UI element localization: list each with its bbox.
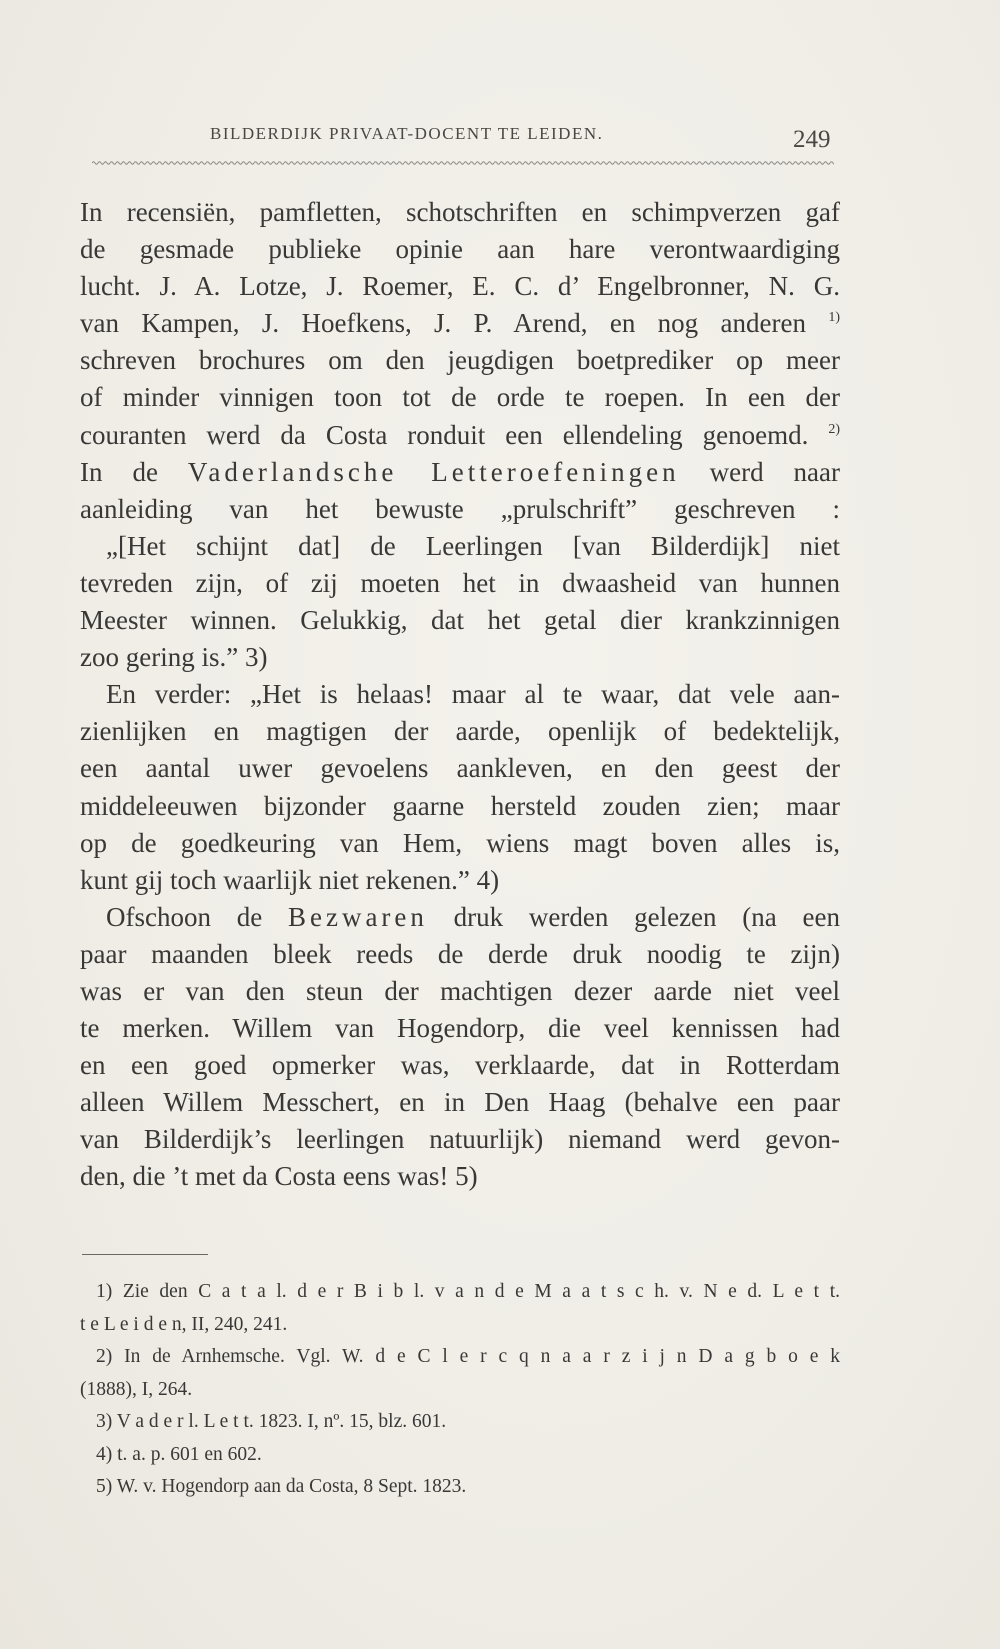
line-text: en een goed opmerker was, verklaarde, dat in Rotterdam xyxy=(80,1050,840,1081)
text-line xyxy=(80,1084,840,1121)
spaced-title: Vaderlandsche Letteroefeningen xyxy=(187,456,680,487)
line-text: couranten werd da Costa ronduit een ellendeling genoemd. xyxy=(80,419,809,450)
text-line xyxy=(80,491,840,528)
line-text: „[Het schijnt dat] de Leerlingen [van Bilderdijk] niet xyxy=(106,530,840,561)
text-line xyxy=(80,899,840,936)
footnote-line: (1888), I, 264. xyxy=(80,1378,193,1400)
text-line xyxy=(80,602,840,639)
text-line xyxy=(80,713,840,750)
text-line xyxy=(80,1047,840,1084)
line-text: In de xyxy=(80,456,158,487)
line-text: paar maanden bleek reeds de derde druk noodig te zijn) xyxy=(80,938,840,969)
footnote-rule xyxy=(82,1254,208,1255)
footnote-line: 4) t. a. p. 601 en 602. xyxy=(96,1443,262,1465)
line-text: tevreden zijn, of zij moeten het in dwaasheid van hunnen xyxy=(80,567,840,598)
footnotes xyxy=(80,1276,840,1504)
text-line xyxy=(80,639,840,676)
text-line xyxy=(80,862,840,899)
line-text: was er van den steun der machtigen dezer aarde niet veel xyxy=(80,975,840,1006)
footnote-marker: 2) xyxy=(828,421,841,437)
footnote-line: t e L e i d e n, II, 240, 241. xyxy=(80,1313,288,1335)
line-text: lucht. J. A. Lotze, J. Roemer, E. C. d’ Engelbronner, N. G. xyxy=(80,271,840,302)
text-line xyxy=(80,417,840,454)
page-number: 249 xyxy=(793,126,831,153)
text-line xyxy=(80,305,840,342)
line-text: Meester winnen. Gelukkig, dat het getal dier krankzinnigen xyxy=(80,605,840,636)
body-text xyxy=(80,194,840,1196)
line-text: van Bilderdijk’s leerlingen natuurlijk) niemand werd gevon- xyxy=(80,1124,840,1155)
text-line xyxy=(80,565,840,602)
line-text: zoo gering is.” 3) xyxy=(80,642,268,673)
line-text: te merken. Willem van Hogendorp, die veel kennissen had xyxy=(80,1013,840,1044)
text-line xyxy=(80,1158,840,1195)
footnote-line: 2) In de Arnhemsche. Vgl. W. d e C l e r c q n a a r z i j n D a g b o e k xyxy=(96,1346,840,1367)
footnote-line: 3) V a d e r l. L e t t. 1823. I, nº. 15, blz. 601. xyxy=(96,1411,447,1432)
line-text: op de goedkeuring van Hem, wiens magt boven alles is, xyxy=(80,827,840,858)
line-text: druk werden gelezen (na een xyxy=(453,901,840,932)
text-line xyxy=(80,973,840,1010)
footnote-marker: 1) xyxy=(828,310,841,326)
text-line xyxy=(80,194,840,231)
header-wavy-rule xyxy=(92,160,834,166)
line-text: van Kampen, J. Hoefkens, J. P. Arend, en nog anderen xyxy=(80,308,806,339)
text-line xyxy=(80,676,840,713)
line-text: de gesmade publieke opinie aan hare verontwaardiging xyxy=(80,234,840,265)
text-line xyxy=(80,268,840,305)
line-text: werd naar xyxy=(709,456,841,487)
text-line xyxy=(80,231,840,268)
line-text: middeleeuwen bijzonder gaarne hersteld zouden zien; maar xyxy=(80,790,840,821)
text-line xyxy=(80,454,840,491)
line-text: een aantal uwer gevoelens aankleven, en den geest der xyxy=(80,753,840,784)
text-line xyxy=(80,750,840,787)
text-line xyxy=(80,1010,840,1047)
running-title: BILDERDIJK PRIVAAT-DOCENT TE LEIDEN. xyxy=(210,124,604,143)
footnote-line: 1) Zie den C a t a l. d e r B i b l. v a n d e M a a t s c h. v. N e d. L e t t. xyxy=(96,1281,840,1302)
text-line xyxy=(80,936,840,973)
text-line xyxy=(80,788,840,825)
text-line xyxy=(80,342,840,379)
line-text: En verder: „Het is helaas! maar al te waar, dat vele aan- xyxy=(106,679,840,710)
line-text: kunt gij toch waarlijk niet rekenen.” 4) xyxy=(80,864,500,895)
line-text: aanleiding van het bewuste „prulschrift” geschreven : xyxy=(80,493,840,524)
line-text: alleen Willem Messchert, en in Den Haag (behalve een paar xyxy=(80,1087,840,1118)
text-line xyxy=(80,528,840,565)
text-line xyxy=(80,825,840,862)
line-text: of minder vinnigen toon tot de orde te roepen. In een der xyxy=(80,382,840,413)
spaced-title: Bezwaren xyxy=(287,901,428,932)
line-text: den, die ’t met da Costa eens was! 5) xyxy=(80,1161,478,1192)
text-line xyxy=(80,379,840,416)
line-text: zienlijken en magtigen der aarde, openlijk of bedektelijk, xyxy=(80,716,840,747)
text-line xyxy=(80,1121,840,1158)
footnote-line: 5) W. v. Hogendorp aan da Costa, 8 Sept. 1823. xyxy=(96,1476,467,1497)
line-text: In recensiën, pamfletten, schotschriften en schimpverzen gaf xyxy=(80,197,840,227)
line-text: schreven brochures om den jeugdigen boetprediker op meer xyxy=(80,345,840,376)
line-text: Ofschoon de xyxy=(106,901,263,932)
